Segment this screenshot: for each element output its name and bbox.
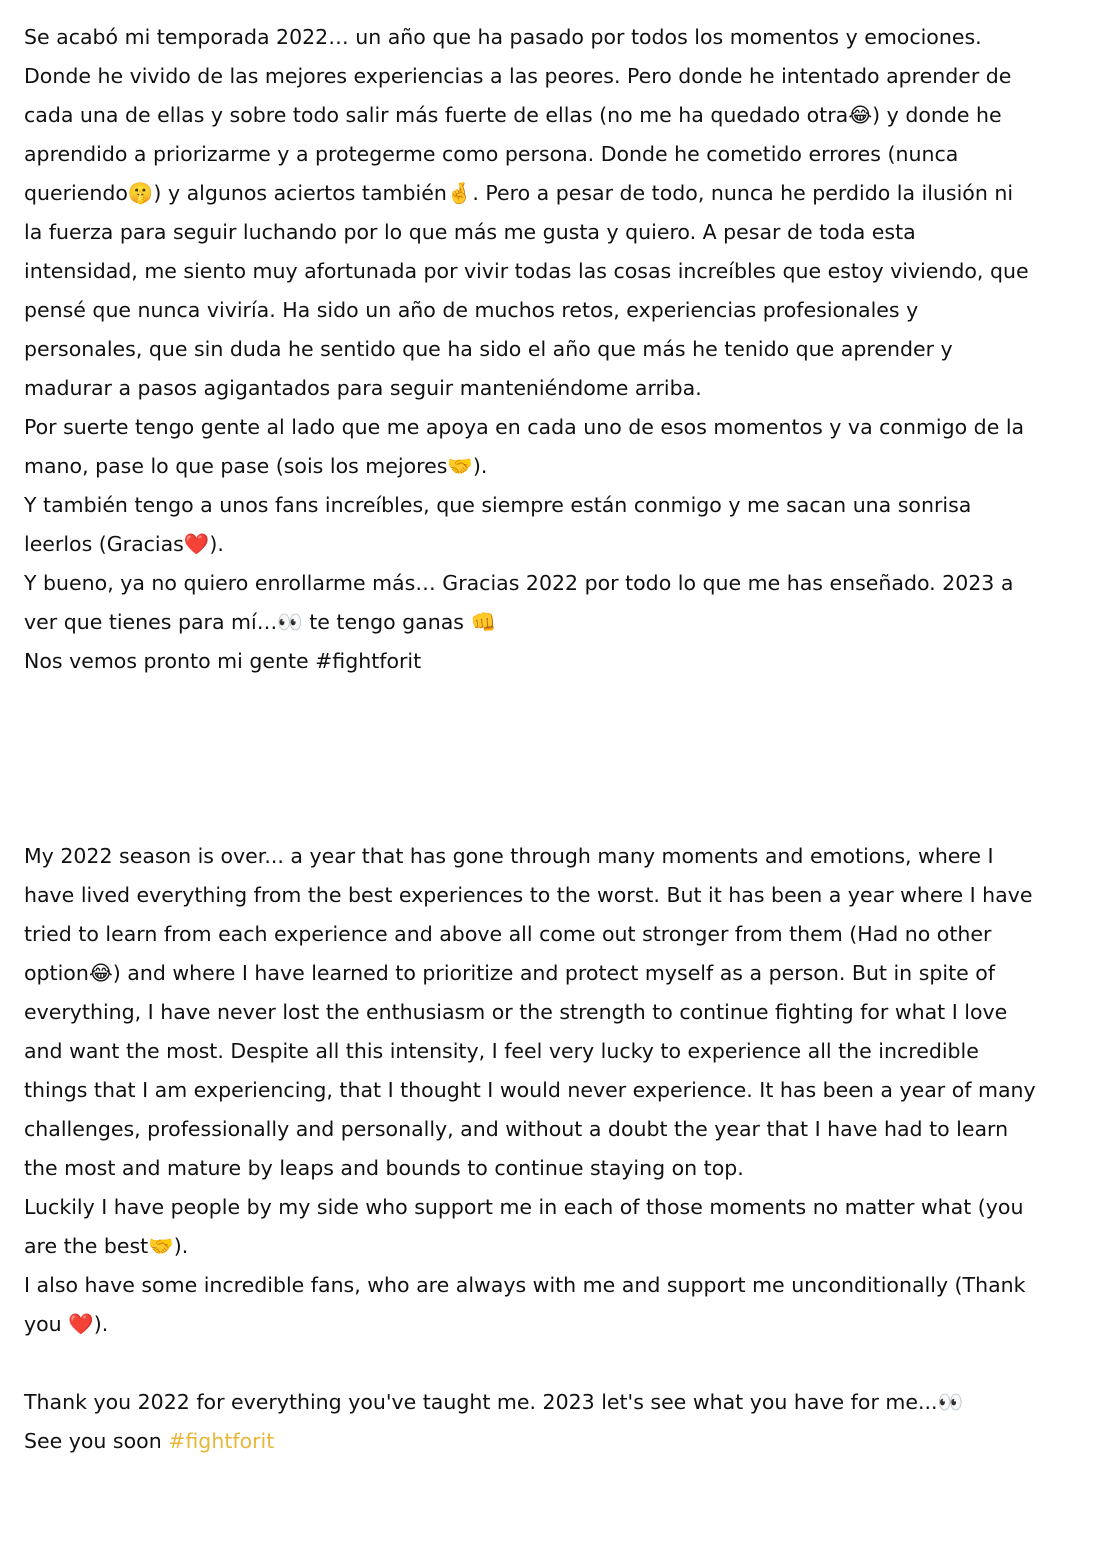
paragraph-spacer [24, 1344, 1099, 1383]
text-line: you ❤️). [24, 1312, 109, 1336]
text-line: madurar a pasos agigantados para seguir manteniéndome arriba. [24, 376, 702, 400]
spanish-section [24, 18, 1099, 681]
text-line: Se acabó mi temporada 2022… un año que ha pasado por todos los momentos y emociones. [24, 25, 982, 49]
text-line: ver que tienes para mí…👀 te tengo ganas 👊 [24, 610, 496, 634]
text-line: pensé que nunca viviría. Ha sido un año de muchos retos, experiencias profesionales y [24, 298, 919, 322]
text-line: have lived everything from the best experiences to the worst. But it has been a year where I have [24, 883, 1033, 907]
closing-line: Thank you 2022 for everything you've taught me. 2023 let's see what you have for me...👀 [24, 1390, 964, 1414]
text-line: and want the most. Despite all this intensity, I feel very lucky to experience all the incredible [24, 1039, 979, 1063]
text-line: intensidad, me siento muy afortunada por vivir todas las cosas increíbles que estoy viviendo, que [24, 259, 1029, 283]
english-section [24, 837, 1099, 1461]
text-line: Y también tengo a unos fans increíbles, que siempre están conmigo y me sacan una sonrisa [24, 493, 972, 517]
text-line: option😂) and where I have learned to prioritize and protect myself as a person. But in spite of [24, 961, 996, 985]
text-line: challenges, professionally and personally, and without a doubt the year that I have had to learn [24, 1117, 1009, 1141]
text-line: things that I am experiencing, that I thought I would never experience. It has been a year of many [24, 1078, 1036, 1102]
text-line: My 2022 season is over... a year that has gone through many moments and emotions, where I [24, 844, 994, 868]
text-line: Y bueno, ya no quiero enrollarme más… Gracias 2022 por todo lo que me has enseñado. 2023 a [24, 571, 1014, 595]
text-line: cada una de ellas y sobre todo salir más fuerte de ellas (no me ha quedado otra😂) y donde he [24, 103, 1002, 127]
text-line: everything, I have never lost the enthusiasm or the strength to continue fighting for what I love [24, 1000, 1008, 1024]
text-line: Nos vemos pronto mi gente #fightforit [24, 649, 422, 673]
text-line: la fuerza para seguir luchando por lo que más me gusta y quiero. A pesar de toda esta [24, 220, 916, 244]
text-line: Luckily I have people by my side who support me in each of those moments no matter what (you [24, 1195, 1024, 1219]
signoff-text: See you soon [24, 1429, 169, 1453]
signoff-line [24, 1422, 1099, 1461]
text-line: leerlos (Gracias❤️). [24, 532, 224, 556]
text-line: the most and mature by leaps and bounds to continue staying on top. [24, 1156, 744, 1180]
text-line: I also have some incredible fans, who are always with me and support me unconditionally (Thank [24, 1273, 1026, 1297]
text-line: Por suerte tengo gente al lado que me apoya en cada uno de esos momentos y va conmigo de la [24, 415, 1025, 439]
hashtag-link[interactable]: #fightforit [168, 1429, 275, 1453]
text-line: personales, que sin duda he sentido que ha sido el año que más he tenido que aprender y [24, 337, 953, 361]
text-line: queriendo🤫) y algunos aciertos también🤞. Pero a pesar de todo, nunca he perdido la ilusión ni [24, 181, 1014, 205]
note-document [24, 18, 1099, 1461]
text-line: aprendido a priorizarme y a protegerme como persona. Donde he cometido errores (nunca [24, 142, 959, 166]
text-line: Donde he vivido de las mejores experiencias a las peores. Pero donde he intentado aprender de [24, 64, 1012, 88]
text-line: tried to learn from each experience and above all come out stronger from them (Had no other [24, 922, 992, 946]
section-spacer [24, 681, 1099, 837]
text-line: are the best🤝). [24, 1234, 189, 1258]
text-line: mano, pase lo que pase (sois los mejores🤝). [24, 454, 488, 478]
